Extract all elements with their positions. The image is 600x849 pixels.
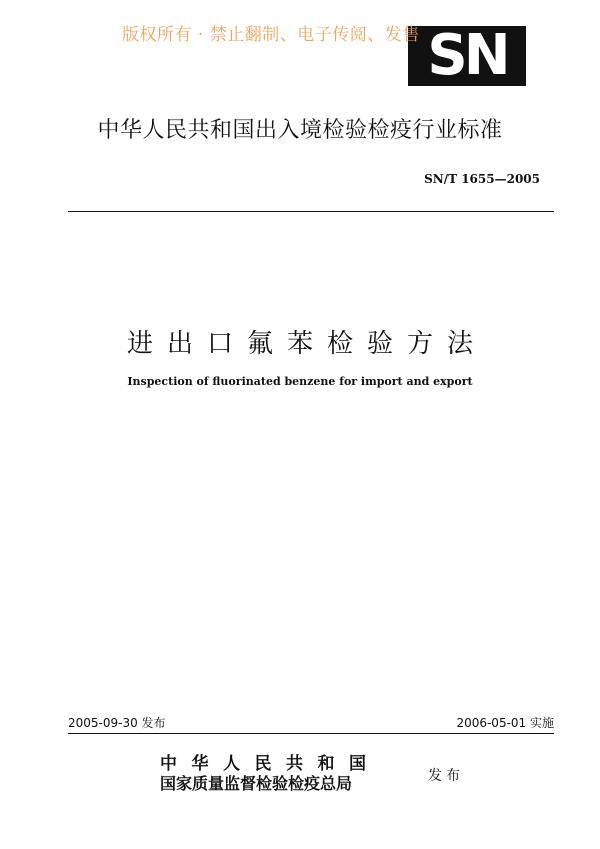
industry-standard-title: 中华人民共和国出入境检验检疫行业标准 [97, 118, 503, 143]
issue-date: 2005-09-30 发布 [68, 716, 166, 730]
top-divider [68, 211, 554, 212]
document-title: 进出口氟苯检验方法 [126, 329, 487, 359]
standard-number: SN/T 1655—2005 [424, 172, 540, 186]
document-subtitle: Inspection of fluorinated benzene for import and export [127, 375, 473, 388]
issuer-country: 中华人民共和国 [160, 754, 381, 774]
implementation-date: 2006-05-01 实施 [456, 716, 554, 730]
issue-label: 发布 [428, 768, 464, 784]
bottom-divider [68, 733, 554, 734]
copyright-watermark: 版权所有 · 禁止翻制、电子传阅、发售 [122, 25, 420, 45]
sn-logo: SN [408, 26, 526, 86]
issuer-agency: 国家质量监督检验检疫总局 [160, 774, 353, 793]
